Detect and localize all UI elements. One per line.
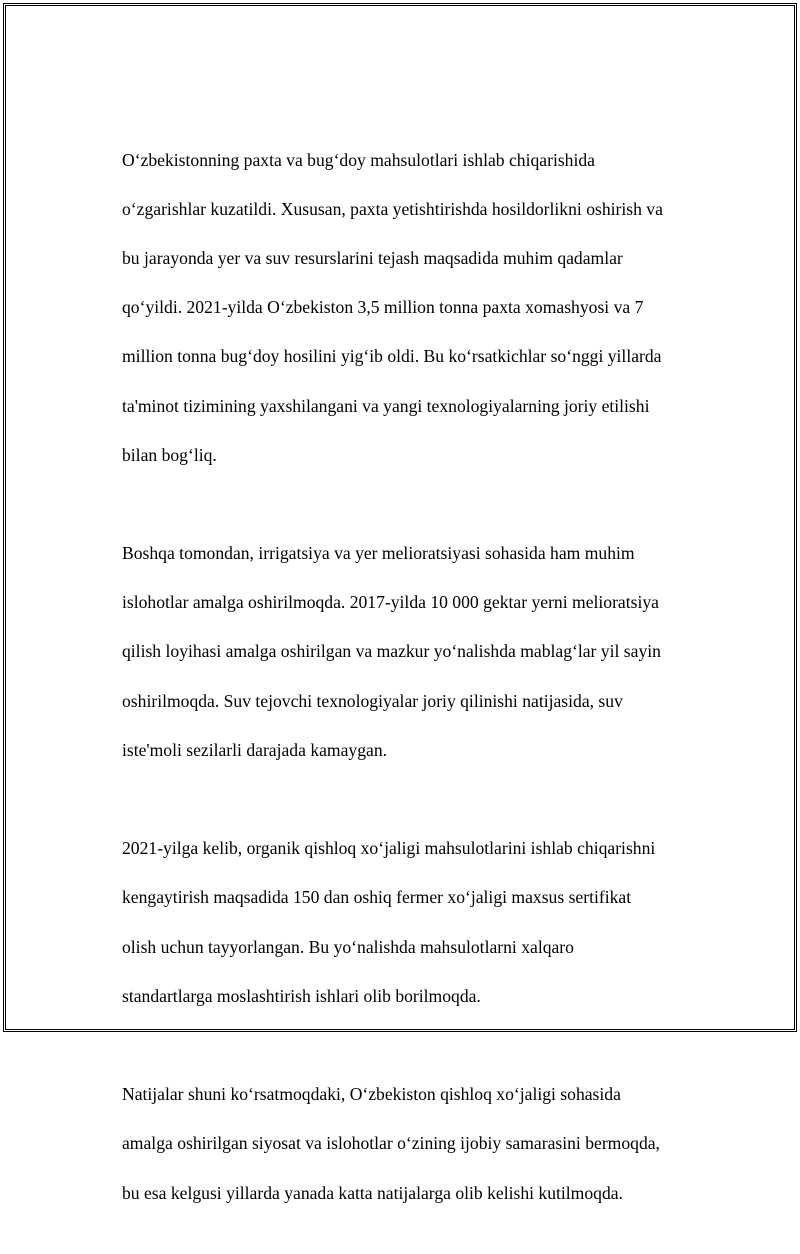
text-line: bu esa kelgusi yillarda yanada katta natijalarga olib kelishi kutilmoqda. — [122, 1182, 623, 1203]
paragraph-conclusion — [122, 1058, 712, 1230]
document-body — [122, 123, 712, 1254]
paragraph-cotton-wheat — [122, 123, 712, 492]
paragraph-irrigation — [122, 517, 712, 788]
text-line: o‘zgarishlar kuzatildi. Xususan, paxta yetishtirishda hosildorlikni oshirish va — [122, 198, 663, 219]
text-line: qilish loyihasi amalga oshirilgan va mazkur yo‘nalishda mablag‘lar yil sayin — [122, 641, 661, 662]
text-line: oshirilmoqda. Suv tejovchi texnologiyalar joriy qilinishi natijasida, suv — [122, 690, 623, 711]
text-line: Boshqa tomondan, irrigatsiya va yer melioratsiyasi sohasida ham muhim — [122, 543, 635, 564]
paragraph-organic — [122, 812, 712, 1033]
text-line: standartlarga moslashtirish ishlari olib borilmoqda. — [122, 985, 481, 1006]
text-line: bu jarayonda yer va suv resurslarini tejash maqsadida muhim qadamlar — [122, 247, 623, 268]
text-line: O‘zbekistonning paxta va bug‘doy mahsulotlari ishlab chiqarishida — [122, 149, 595, 170]
text-line: qo‘yildi. 2021-yilda O‘zbekiston 3,5 million tonna paxta xomashyosi va 7 — [122, 297, 644, 318]
page-frame — [3, 3, 797, 1203]
text-line: iste'moli sezilarli darajada kamaygan. — [122, 739, 388, 760]
text-line: Natijalar shuni ko‘rsatmoqdaki, O‘zbekiston qishloq xo‘jaligi sohasida — [122, 1084, 621, 1105]
text-line: ta'minot tizimining yaxshilangani va yangi texnologiyalarning joriy etilishi — [122, 395, 650, 416]
text-line: 2021-yilga kelib, organik qishloq xo‘jaligi mahsulotlarini ishlab chiqarishni — [122, 838, 656, 859]
text-line: kengaytirish maqsadida 150 dan oshiq fermer xo‘jaligi maxsus sertifikat — [122, 887, 632, 908]
text-line: bilan bog‘liq. — [122, 444, 217, 465]
text-line: olish uchun tayyorlangan. Bu yo‘nalishda mahsulotlarni xalqaro — [122, 936, 574, 957]
text-line: million tonna bug‘doy hosilini yig‘ib oldi. Bu ko‘rsatkichlar so‘nggi yillarda — [122, 346, 662, 367]
text-line: amalga oshirilgan siyosat va islohotlar o‘zining ijobiy samarasini bermoqda, — [122, 1133, 660, 1154]
text-line: islohotlar amalga oshirilmoqda. 2017-yilda 10 000 gektar yerni melioratsiya — [122, 592, 659, 613]
